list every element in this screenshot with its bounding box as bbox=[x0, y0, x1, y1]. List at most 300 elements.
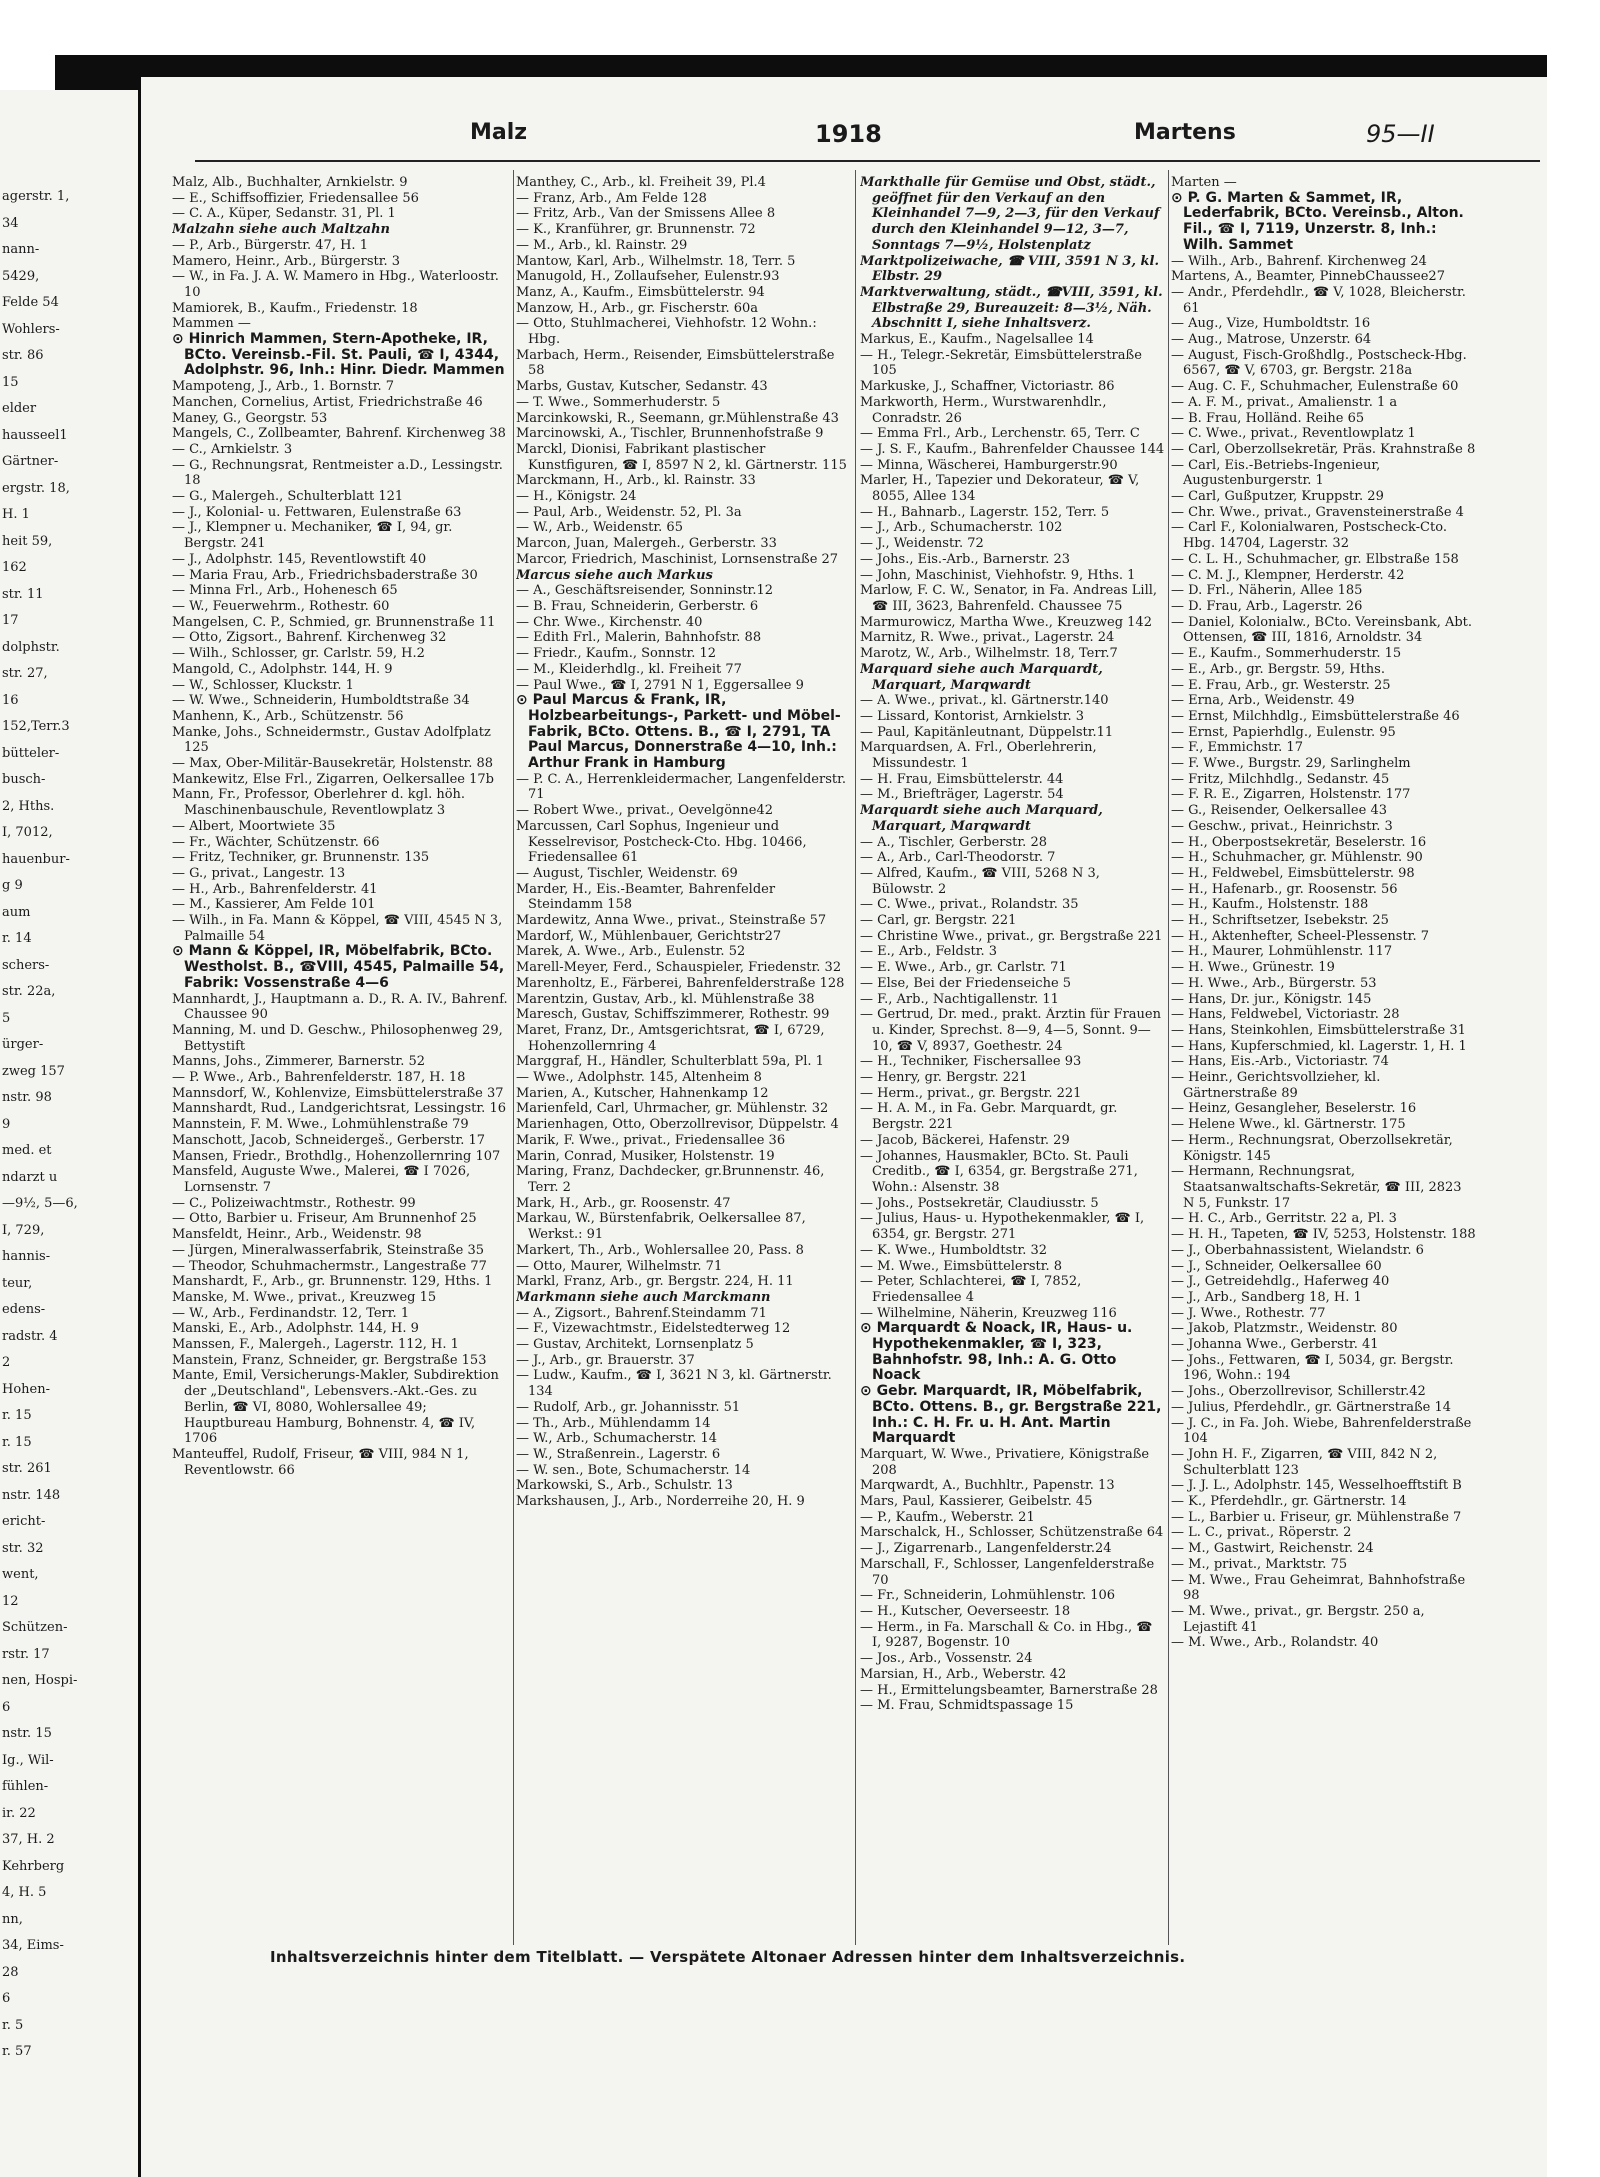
directory-entry: Marell-Meyer, Ferd., Schauspieler, Friedenstr. 32 bbox=[516, 960, 842, 976]
directory-entry: Mangold, C., Adolphstr. 144, H. 9 bbox=[172, 661, 393, 677]
directory-entry: Markmann siehe auch Marckmann bbox=[516, 1289, 771, 1305]
directory-entry: — W. sen., Bote, Schumacherstr. 14 bbox=[516, 1462, 751, 1478]
directory-entry: — Minna Frl., Arb., Hohenesch 65 bbox=[172, 583, 398, 599]
directory-entry: — F. R. E., Zigarren, Holstenstr. 177 bbox=[1171, 787, 1411, 803]
directory-entry: — Herm., privat., gr. Bergstr. 221 bbox=[860, 1085, 1082, 1101]
directory-entry: — Wilh., Schlosser, gr. Carlstr. 59, H.2 bbox=[172, 646, 425, 662]
directory-entry: — C. L. H., Schuhmacher, gr. Elbstraße 158 bbox=[1171, 551, 1459, 567]
fragment-text: heit 59, bbox=[2, 533, 53, 549]
directory-entry: — J., Arb., Schumacherstr. 102 bbox=[860, 520, 1063, 536]
directory-entry: — Chr. Wwe., Kirchenstr. 40 bbox=[516, 614, 703, 630]
directory-entry: — A. F. M., privat., Amalienstr. 1 a bbox=[1171, 394, 1398, 410]
advertisement-entry: ⊙ P. G. Marten & Sammet, IR, Lederfabrik, BCto. Vereinsb., Alton. Fil., ☎ I, 7119, Unzerstr. 8, Inh.: Wilh. Sammet bbox=[1171, 190, 1464, 253]
directory-entry: Marschall, F., Schlosser, Langenfelderstraße 70 bbox=[860, 1556, 1155, 1588]
advertisement-entry: ⊙ Marquardt & Noack, IR, Haus- u. Hypothekenmakler, ☎ I, 323, Bahnhofstr. 98, Inh.: A. G. Otto Noack bbox=[860, 1321, 1133, 1384]
directory-entry: — J. C., in Fa. Joh. Wiebe, Bahrenfelderstraße 104 bbox=[1171, 1415, 1472, 1447]
directory-entry: — Carl, Gußputzer, Kruppstr. 29 bbox=[1171, 489, 1384, 505]
directory-entry: Marder, H., Eis.-Beamter, Bahrenfelder Steindamm 158 bbox=[516, 881, 776, 913]
directory-column-4 bbox=[1171, 175, 1477, 1945]
directory-entry: — J., Getreidehdlg., Haferweg 40 bbox=[1171, 1274, 1390, 1290]
directory-entry: — August, Tischler, Weidenstr. 69 bbox=[516, 865, 738, 881]
fragment-text: busch- bbox=[2, 772, 46, 787]
header-rule bbox=[195, 160, 1540, 162]
directory-entry: — Fr., Schneiderin, Lohmühlenstr. 106 bbox=[860, 1588, 1116, 1604]
fragment-text: elder bbox=[2, 401, 37, 416]
directory-entry: — Chr. Wwe., privat., Gravensteinerstraße 4 bbox=[1171, 504, 1464, 520]
directory-entry: Marien, A., Kutscher, Hahnenkamp 12 bbox=[516, 1085, 769, 1101]
fragment-text: r. 5 bbox=[2, 2017, 24, 2033]
directory-entry: — F., Vizewachtmstr., Eidelstedterweg 12 bbox=[516, 1321, 791, 1337]
directory-entry: Marbach, Herm., Reisender, Eimsbüttelerstraße 58 bbox=[516, 347, 835, 379]
directory-column-1 bbox=[172, 175, 508, 1945]
directory-entry: Marten — bbox=[1171, 175, 1237, 190]
header-right-word: Martens bbox=[1134, 120, 1236, 145]
directory-entry: Maret, Franz, Dr., Amtsgerichtsrat, ☎ I, 6729, Hohenzollernring 4 bbox=[516, 1022, 825, 1054]
directory-entry: — Julius, Haus- u. Hypothekenmakler, ☎ I, 6354, gr. Bergstr. 271 bbox=[860, 1211, 1145, 1243]
directory-entry: — H., Techniker, Fischersallee 93 bbox=[860, 1054, 1082, 1070]
directory-entry: — Rudolf, Arb., gr. Johannisstr. 51 bbox=[516, 1399, 741, 1415]
directory-entry: Manssen, F., Malergeh., Lagerstr. 112, H. 1 bbox=[172, 1337, 459, 1353]
directory-entry: Manke, Johs., Schneidermstr., Gustav Adolfplatz 125 bbox=[172, 724, 491, 756]
directory-entry: — Hans, Eis.-Arb., Victoriastr. 74 bbox=[1171, 1054, 1389, 1070]
directory-entry: — M. Frau, Schmidtspassage 15 bbox=[860, 1698, 1074, 1714]
directory-entry: — August, Fisch-Großhdlg., Postscheck-Hbg. 6567, ☎ V, 6703, gr. Bergstr. 218a bbox=[1171, 347, 1467, 379]
directory-entry: Mansfeldt, Heinr., Arb., Weidenstr. 98 bbox=[172, 1227, 422, 1243]
directory-entry: — C., Arnkielstr. 3 bbox=[172, 441, 293, 457]
directory-entry: — Ernst, Papierhdlg., Eulenstr. 95 bbox=[1171, 724, 1396, 740]
directory-entry: — G., Reisender, Oelkersallee 43 bbox=[1171, 803, 1387, 819]
directory-entry: Marmurowicz, Martha Wwe., Kreuzweg 142 bbox=[860, 614, 1152, 630]
directory-entry: Markuske, J., Schaffner, Victoriastr. 86 bbox=[860, 379, 1115, 395]
directory-entry: — W., in Fa. J. A. W. Mamero in Hbg., Waterloostr. 10 bbox=[172, 269, 499, 300]
directory-entry: Mankewitz, Else Frl., Zigarren, Oelkersallee 17b bbox=[172, 771, 494, 787]
advertisement-entry: ⊙ Gebr. Marquardt, IR, Möbelfabrik, BCto. Ottens. B., gr. Bergstraße 221, Inh.: C. H. Fr. u. H. Ant. Martin Marquardt bbox=[860, 1384, 1162, 1447]
directory-entry: — Carl, Oberzollsekretär, Präs. Krahnstraße 8 bbox=[1171, 441, 1476, 457]
directory-entry: — Friedr., Kaufm., Sonnstr. 12 bbox=[516, 646, 717, 662]
directory-entry: — E., Schiffsoffizier, Friedensallee 56 bbox=[172, 190, 419, 206]
header-left-word: Malz bbox=[470, 120, 528, 145]
directory-entry: — P. C. A., Herrenkleidermacher, Langenfelderstr. 71 bbox=[516, 771, 847, 803]
fragment-text: str. 22a, bbox=[2, 984, 56, 999]
directory-entry: — Fritz, Techniker, gr. Brunnenstr. 135 bbox=[172, 850, 430, 866]
directory-entry: — H., Hafenarb., gr. Roosenstr. 56 bbox=[1171, 881, 1398, 897]
directory-entry: — J., Schneider, Oelkersallee 60 bbox=[1171, 1258, 1382, 1274]
directory-entry: — Johannes, Hausmakler, BCto. St. Pauli Creditb., ☎ I, 6354, gr. Bergstraße 271, Wohn.: Alsenstr. 38 bbox=[860, 1148, 1138, 1195]
directory-entry: Manski, E., Arb., Adolphstr. 144, H. 9 bbox=[172, 1321, 419, 1337]
directory-entry: — P., Kaufm., Weberstr. 21 bbox=[860, 1509, 1035, 1525]
directory-entry: — Wilhelmine, Näherin, Kreuzweg 116 bbox=[860, 1305, 1117, 1321]
fragment-text: schers- bbox=[2, 957, 50, 973]
directory-entry: Marsian, H., Arb., Weberstr. 42 bbox=[860, 1666, 1067, 1682]
directory-entry: — Jos., Arb., Vossenstr. 24 bbox=[860, 1651, 1033, 1667]
directory-entry: — Julius, Pferdehdlr., gr. Gärtnerstraße 14 bbox=[1171, 1399, 1451, 1415]
directory-entry: — H., Königstr. 24 bbox=[516, 489, 637, 505]
fragment-text: hannis- bbox=[2, 1249, 51, 1264]
directory-entry: — A., Tischler, Gerberstr. 28 bbox=[860, 834, 1047, 850]
directory-entry: — L., Barbier u. Friseur, gr. Mühlenstraße 7 bbox=[1171, 1509, 1462, 1525]
directory-entry: — W. Wwe., Schneiderin, Humboldtstraße 34 bbox=[172, 693, 470, 709]
directory-entry: — Daniel, Kolonialw., BCto. Vereinsbank, Abt. Ottensen, ☎ III, 1816, Arnoldstr. 34 bbox=[1171, 614, 1473, 646]
directory-entry: — A., Zigsort., Bahrenf.Steindamm 71 bbox=[516, 1305, 767, 1321]
directory-entry: Marquard siehe auch Marquardt, Marquart, Marqwardt bbox=[860, 661, 1103, 693]
directory-entry: — H. Wwe., Grünestr. 19 bbox=[1171, 960, 1335, 976]
fragment-text: 34 bbox=[2, 215, 19, 231]
directory-entry: — Wilh., Arb., Bahrenf. Kirchenweg 24 bbox=[1171, 253, 1427, 269]
directory-entry: — H., Maurer, Lohmühlenstr. 117 bbox=[1171, 944, 1393, 960]
directory-entry: — F., Arb., Nachtigallenstr. 11 bbox=[860, 991, 1059, 1007]
directory-entry: — H., Kaufm., Holstenstr. 188 bbox=[1171, 897, 1369, 913]
fragment-text: hausseel1 bbox=[2, 427, 68, 443]
directory-entry: — W., Schlosser, Kluckstr. 1 bbox=[172, 677, 354, 693]
advertisement-entry: ⊙ Paul Marcus & Frank, IR, Holzbearbeitungs-, Parkett- und Möbel-Fabrik, BCto. Ottens. B., ☎ I, 2791, TA Paul Marcus, Donnerstraße 4—10, Inh.: Arthur Frank in Hamburg bbox=[516, 693, 841, 772]
directory-entry: — Aug. C. F., Schuhmacher, Eulenstraße 60 bbox=[1171, 379, 1459, 395]
directory-entry: — M., Arb., kl. Rainstr. 29 bbox=[516, 237, 688, 253]
scan-border-right bbox=[1547, 55, 1600, 2177]
fragment-text: teur, bbox=[2, 1275, 33, 1291]
directory-entry: Marienhagen, Otto, Oberzollrevisor, Düppelstr. 4 bbox=[516, 1117, 839, 1133]
directory-entry: — Theodor, Schuhmachermstr., Langestraße 77 bbox=[172, 1258, 487, 1274]
directory-entry: — Carl F., Kolonialwaren, Postscheck-Cto. Hbg. 14704, Lagerstr. 32 bbox=[1171, 520, 1447, 552]
directory-entry: Mars, Paul, Kassierer, Geibelstr. 45 bbox=[860, 1494, 1093, 1510]
directory-entry: — G., Malergeh., Schulterblatt 121 bbox=[172, 489, 404, 505]
directory-entry: — C. Wwe., privat., Reventlowplatz 1 bbox=[1171, 426, 1416, 442]
directory-entry: Marschalck, H., Schlosser, Schützenstraße 64 bbox=[860, 1525, 1164, 1541]
fragment-text: nstr. 148 bbox=[2, 1487, 61, 1503]
directory-entry: Marentzin, Gustav, Arb., kl. Mühlenstraße 38 bbox=[516, 991, 815, 1007]
directory-entry: — Otto, Barbier u. Friseur, Am Brunnenhof 25 bbox=[172, 1211, 477, 1227]
fragment-text: Kehrberg bbox=[2, 1858, 65, 1874]
fragment-text: 9 bbox=[2, 1116, 11, 1132]
directory-entry: — B. Frau, Schneiderin, Gerberstr. 6 bbox=[516, 598, 759, 614]
directory-entry: — P. Wwe., Arb., Bahrenfelderstr. 187, H. 18 bbox=[172, 1070, 466, 1086]
directory-entry: Marcon, Juan, Malergeh., Gerberstr. 33 bbox=[516, 536, 777, 552]
directory-entry: — P., Arb., Bürgerstr. 47, H. 1 bbox=[172, 237, 368, 253]
directory-entry: Marik, F. Wwe., privat., Friedensallee 36 bbox=[516, 1132, 786, 1148]
directory-entry: Marktverwaltung, städt., ☎VIII, 3591, kl. Elbstraße 29, Bureauzeit: 8—3½, Näh. Abschnitt I, siehe Inhaltsverz. bbox=[860, 284, 1163, 332]
directory-entry: — E., Arb., Feldstr. 3 bbox=[860, 944, 998, 960]
directory-entry: Markert, Th., Arb., Wohlersallee 20, Pass. 8 bbox=[516, 1242, 804, 1258]
directory-entry: — C. M. J., Klempner, Herderstr. 42 bbox=[1171, 567, 1405, 583]
fragment-text: nstr. 98 bbox=[2, 1090, 52, 1105]
directory-entry: Mamero, Heinr., Arb., Bürgerstr. 3 bbox=[172, 253, 401, 269]
fragment-text: 6 bbox=[2, 1991, 11, 2006]
directory-entry: Marqwardt, A., Buchhltr., Papenstr. 13 bbox=[860, 1478, 1115, 1494]
directory-entry: — H., Aktenhefter, Scheel-Plessenstr. 7 bbox=[1171, 928, 1429, 944]
fragment-text: 34, Eims- bbox=[2, 1938, 64, 1953]
directory-entry: Marotz, W., Arb., Wilhelmstr. 18, Terr.7 bbox=[860, 646, 1118, 662]
directory-entry: Mampoteng, J., Arb., 1. Bornstr. 7 bbox=[172, 379, 395, 395]
directory-entry: — W., Arb., Weidenstr. 65 bbox=[516, 520, 683, 536]
fragment-text: nann- bbox=[2, 242, 40, 257]
fragment-text: 12 bbox=[2, 1593, 19, 1609]
directory-entry: Markshausen, J., Arb., Norderreihe 20, H. 9 bbox=[516, 1494, 805, 1510]
directory-entry: Mammen — bbox=[172, 316, 251, 332]
directory-entry: Marin, Conrad, Musiker, Holstenstr. 19 bbox=[516, 1148, 775, 1164]
directory-entry: — Franz, Arb., Am Felde 128 bbox=[516, 190, 707, 206]
directory-entry: Maney, G., Georgstr. 53 bbox=[172, 410, 328, 426]
fragment-text: str. 11 bbox=[2, 586, 44, 602]
fragment-text: str. 86 bbox=[2, 348, 44, 363]
previous-page-fragment bbox=[0, 90, 138, 2177]
directory-entry: — H., Oberpostsekretär, Beselerstr. 16 bbox=[1171, 834, 1427, 850]
fragment-text: 28 bbox=[2, 1964, 19, 1980]
directory-entry: — Johs., Oberzollrevisor, Schillerstr.42 bbox=[1171, 1384, 1426, 1400]
directory-entry: Marcinowski, A., Tischler, Brunnenhofstraße 9 bbox=[516, 426, 824, 442]
directory-entry: — Jürgen, Mineralwasserfabrik, Steinstraße 35 bbox=[172, 1242, 485, 1258]
directory-entry: Marckmann, H., Arb., kl. Rainstr. 33 bbox=[516, 473, 756, 489]
directory-entry: Mantow, Karl, Arb., Wilhelmstr. 18, Terr. 5 bbox=[516, 253, 796, 269]
directory-entry: Manstein, Franz, Schneider, gr. Bergstraße 153 bbox=[172, 1352, 487, 1368]
directory-entry: Marlow, F. C. W., Senator, in Fa. Andreas Lill, ☎ III, 3623, Bahrenfeld. Chaussee 75 bbox=[860, 583, 1158, 614]
directory-entry: Markl, Franz, Arb., gr. Bergstr. 224, H. 11 bbox=[516, 1274, 794, 1290]
directory-entry: — Hans, Kupferschmied, kl. Lagerstr. 1, H. 1 bbox=[1171, 1038, 1467, 1054]
directory-entry: Mangelsen, C. P., Schmied, gr. Brunnenstraße 11 bbox=[172, 614, 496, 630]
fragment-text: Schützen- bbox=[2, 1620, 68, 1635]
directory-entry: — W., Straßenrein., Lagerstr. 6 bbox=[516, 1446, 721, 1462]
fragment-text: str. 27, bbox=[2, 666, 48, 681]
directory-entry: — C. Wwe., privat., Rolandstr. 35 bbox=[860, 897, 1079, 913]
fragment-text: bütteler- bbox=[2, 745, 60, 761]
directory-entry: Mannstein, F. M. Wwe., Lohmühlenstraße 79 bbox=[172, 1117, 469, 1133]
directory-entry: Marggraf, H., Händler, Schulterblatt 59a, Pl. 1 bbox=[516, 1054, 824, 1070]
directory-entry: — Fritz, Milchhdlg., Sedanstr. 45 bbox=[1171, 771, 1390, 787]
directory-entry: Marcor, Friedrich, Maschinist, Lornsenstraße 27 bbox=[516, 551, 839, 567]
directory-entry: Manzow, H., Arb., gr. Fischerstr. 60a bbox=[516, 300, 759, 316]
directory-entry: — Ludw., Kaufm., ☎ I, 3621 N 3, kl. Gärtnerstr. 134 bbox=[516, 1368, 832, 1400]
directory-entry: — Jacob, Bäckerei, Hafenstr. 29 bbox=[860, 1132, 1070, 1148]
directory-entry: — Th., Arb., Mühlendamm 14 bbox=[516, 1415, 711, 1431]
directory-entry: Markau, W., Bürstenfabrik, Oelkersallee 87, Werkst.: 91 bbox=[516, 1211, 806, 1243]
directory-entry: — Johs., Fettwaren, ☎ I, 5034, gr. Bergstr. 196, Wohn.: 194 bbox=[1171, 1352, 1454, 1384]
fragment-text: r. 15 bbox=[2, 1408, 32, 1423]
directory-entry: — H. A. M., in Fa. Gebr. Marquardt, gr. Bergstr. 221 bbox=[860, 1101, 1118, 1133]
directory-entry: — J., Kolonial- u. Fettwaren, Eulenstraße 63 bbox=[172, 504, 462, 520]
directory-entry: — E. Wwe., Arb., gr. Carlstr. 71 bbox=[860, 960, 1067, 976]
directory-entry: — M., privat., Marktstr. 75 bbox=[1171, 1556, 1348, 1572]
directory-entry: — K., Kranführer, gr. Brunnenstr. 72 bbox=[516, 222, 756, 238]
directory-entry: Markus, E., Kaufm., Nagelsallee 14 bbox=[860, 332, 1094, 348]
fragment-text: agerstr. 1, bbox=[2, 189, 70, 204]
fragment-text: nn, bbox=[2, 1911, 23, 1927]
directory-entry: — D. Frau, Arb., Lagerstr. 26 bbox=[1171, 598, 1363, 614]
directory-entry: — Heinz, Gesangleher, Beselerstr. 16 bbox=[1171, 1101, 1417, 1117]
fragment-text: ir. 22 bbox=[2, 1805, 36, 1821]
directory-column-2 bbox=[516, 175, 852, 1945]
directory-entry: — Andr., Pferdehdlr., ☎ V, 1028, Bleicherstr. 61 bbox=[1171, 284, 1466, 316]
fragment-text: radstr. 4 bbox=[2, 1328, 58, 1344]
footer-note: Inhaltsverzeichnis hinter dem Titelblatt. — Verspätete Altonaer Adressen hinter dem Inhaltsverzeichnis. bbox=[270, 1948, 1186, 1966]
directory-entry: — Aug., Matrose, Unzerstr. 64 bbox=[1171, 332, 1372, 348]
directory-entry: Manteuffel, Rudolf, Friseur, ☎ VIII, 984 N 1, Reventlowstr. 66 bbox=[172, 1446, 469, 1478]
directory-entry: — C., Polizeiwachtmstr., Rothestr. 99 bbox=[172, 1195, 416, 1211]
directory-entry: Mardorf, W., Mühlenbauer, Gerichtstr27 bbox=[516, 928, 782, 944]
directory-entry: — M. Wwe., Arb., Rolandstr. 40 bbox=[1171, 1635, 1379, 1651]
fragment-text: 5 bbox=[2, 1010, 11, 1026]
directory-entry: Marckl, Dionisi, Fabrikant plastischer Kunstfiguren, ☎ I, 8597 N 2, kl. Gärtnerstr. 115 bbox=[516, 441, 847, 473]
directory-entry: — H., Bahnarb., Lagerstr. 152, Terr. 5 bbox=[860, 504, 1110, 520]
fragment-text: —9½, 5—6, bbox=[2, 1196, 78, 1211]
fragment-text: 152,Terr.3 bbox=[2, 719, 70, 734]
directory-entry: — E. Frau, Arb., gr. Westerstr. 25 bbox=[1171, 677, 1391, 693]
directory-entry: — A., Geschäftsreisender, Sonninstr.12 bbox=[516, 583, 774, 599]
fragment-text: hauenbur- bbox=[2, 851, 70, 867]
directory-entry: — H., Ermittelungsbeamter, Barnerstraße 28 bbox=[860, 1682, 1158, 1698]
directory-entry: — Carl, Eis.-Betriebs-Ingenieur, Augustenburgerstr. 1 bbox=[1171, 457, 1381, 489]
directory-entry: — E., Kaufm., Sommerhuderstr. 15 bbox=[1171, 646, 1402, 662]
directory-entry: Manshardt, F., Arb., gr. Brunnenstr. 129, Hths. 1 bbox=[172, 1274, 493, 1290]
directory-entry: — J., Arb., Sandberg 18, H. 1 bbox=[1171, 1289, 1362, 1305]
directory-entry: Marquardt siehe auch Marquard, Marquart, Marqwardt bbox=[860, 803, 1103, 834]
directory-entry: — Else, Bei der Friedenseiche 5 bbox=[860, 975, 1072, 991]
fragment-text: med. et bbox=[2, 1143, 52, 1158]
fragment-text: r. 57 bbox=[2, 2044, 32, 2059]
directory-entry: — E., Arb., gr. Bergstr. 59, Hths. bbox=[1171, 661, 1385, 677]
directory-entry: Manschott, Jacob, Schneidergeš., Gerberstr. 17 bbox=[172, 1132, 486, 1148]
directory-entry: Markworth, Herm., Wurstwarenhdlr., Conradstr. 26 bbox=[860, 394, 1107, 426]
directory-entry: Marcus siehe auch Markus bbox=[516, 567, 713, 583]
directory-entry: — John, Maschinist, Viehhofstr. 9, Hths. 1 bbox=[860, 567, 1136, 583]
directory-entry: — J., Arb., gr. Brauerstr. 37 bbox=[516, 1352, 695, 1368]
fragment-text: ericht- bbox=[2, 1514, 46, 1529]
fragment-text: nstr. 15 bbox=[2, 1726, 52, 1741]
directory-entry: — C. A., Küper, Sedanstr. 31, Pl. 1 bbox=[172, 206, 396, 222]
directory-entry: — Gertrud, Dr. med., prakt. Ärztin für Frauen u. Kinder, Sprechst. 8—9, 4—5, Sonnt. 9—10, ☎ V, 8937, Goethestr. 24 bbox=[860, 1007, 1161, 1054]
directory-entry: Mannshardt, Rud., Landgerichtsrat, Lessingstr. 16 bbox=[172, 1101, 506, 1117]
fragment-text: zweg 157 bbox=[2, 1063, 65, 1079]
fragment-text: ergstr. 18, bbox=[2, 480, 70, 496]
directory-entry: — Alfred, Kaufm., ☎ VIII, 5268 N 3, Bülowstr. 2 bbox=[860, 865, 1100, 897]
directory-entry: — Max, Ober-Militär-Bausekretär, Holstenstr. 88 bbox=[172, 756, 494, 772]
directory-entry: Marienfeld, Carl, Uhrmacher, gr. Mühlenstr. 32 bbox=[516, 1101, 829, 1117]
directory-entry: — M., Kassierer, Am Felde 101 bbox=[172, 897, 376, 913]
directory-entry: Markthalle für Gemüse und Obst, städt., geöffnet für den Verkauf an den Kleinhandel 7—9, 2—3, für den Verkauf durch den Kleinhandel 9—12, 3—7, Sonntags 7—9½, Holstenplatz bbox=[860, 175, 1160, 253]
directory-entry: Mansfeld, Auguste Wwe., Malerei, ☎ I 7026, Lornsenstr. 7 bbox=[172, 1164, 471, 1195]
fragment-text: 162 bbox=[2, 560, 27, 575]
directory-entry: — Johs., Eis.-Arb., Barnerstr. 23 bbox=[860, 551, 1071, 567]
directory-entry: — Hans, Feldwebel, Victoriastr. 28 bbox=[1171, 1007, 1400, 1023]
column-divider bbox=[855, 170, 856, 1945]
fragment-text: rstr. 17 bbox=[2, 1646, 50, 1662]
directory-entry: — F. Wwe., Burgstr. 29, Sarlinghelm bbox=[1171, 756, 1411, 772]
directory-entry: — Fr., Wächter, Schützenstr. 66 bbox=[172, 834, 380, 850]
directory-entry: — G., Rechnungsrat, Rentmeister a.D., Lessingstr. 18 bbox=[172, 457, 503, 489]
directory-entry: Mardewitz, Anna Wwe., privat., Steinstraße 57 bbox=[516, 913, 827, 929]
directory-entry: — Gustav, Architekt, Lornsenplatz 5 bbox=[516, 1337, 754, 1353]
header-year: 1918 bbox=[815, 120, 882, 148]
directory-entry: — B. Frau, Holländ. Reihe 65 bbox=[1171, 410, 1365, 426]
directory-entry: — H., Arb., Bahrenfelderstr. 41 bbox=[172, 881, 378, 897]
directory-entry: Manugold, H., Zollaufseher, Eulenstr.93 bbox=[516, 269, 780, 285]
fragment-text: 5429, bbox=[2, 268, 40, 284]
directory-entry: — Aug., Vize, Humboldtstr. 16 bbox=[1171, 316, 1371, 332]
directory-entry: — Edith Frl., Malerin, Bahnhofstr. 88 bbox=[516, 630, 762, 646]
fragment-text: Felde 54 bbox=[2, 295, 59, 310]
directory-entry: — M. Wwe., Frau Geheimrat, Bahnhofstraße 98 bbox=[1171, 1572, 1466, 1604]
directory-entry: — Herm., in Fa. Marschall & Co. in Hbg., ☎ I, 9287, Bogenstr. 10 bbox=[860, 1619, 1153, 1651]
directory-entry: — Erna, Arb., Weidenstr. 49 bbox=[1171, 693, 1355, 709]
directory-entry: Marcussen, Carl Sophus, Ingenieur und Kesselrevisor, Postcheck-Cto. Hbg. 10466, Friedensallee 61 bbox=[516, 818, 807, 866]
directory-entry: Martens, A., Beamter, PinnebChaussee27 bbox=[1171, 269, 1445, 285]
fragment-text: r. 15 bbox=[2, 1434, 32, 1450]
directory-entry: — G., privat., Langestr. 13 bbox=[172, 865, 346, 881]
directory-entry: — Hans, Steinkohlen, Eimsbüttelerstraße 31 bbox=[1171, 1022, 1466, 1038]
directory-entry: — Hermann, Rechnungsrat, Staatsanwaltschafts-Sekretär, ☎ III, 2823 N 5, Funkstr. 17 bbox=[1171, 1164, 1462, 1211]
directory-entry: — K. Wwe., Humboldtstr. 32 bbox=[860, 1242, 1048, 1258]
fragment-text: fühlen- bbox=[2, 1779, 49, 1794]
directory-entry: — Herm., Rechnungsrat, Oberzollsekretär, Königstr. 145 bbox=[1171, 1132, 1453, 1164]
directory-entry: — H., Schriftsetzer, Isebekstr. 25 bbox=[1171, 913, 1389, 929]
directory-entry: — Johs., Postsekretär, Claudiusstr. 5 bbox=[860, 1195, 1099, 1211]
directory-entry: — Minna, Wäscherei, Hamburgerstr.90 bbox=[860, 457, 1118, 473]
directory-entry: — W., Feuerwehrm., Rothestr. 60 bbox=[172, 598, 390, 614]
directory-entry: — J. J. L., Adolphstr. 145, Wesselhoefftstift B bbox=[1171, 1478, 1462, 1494]
fragment-text: edens- bbox=[2, 1302, 46, 1317]
directory-entry: Manske, M. Wwe., privat., Kreuzweg 15 bbox=[172, 1289, 437, 1305]
directory-entry: Marbs, Gustav, Kutscher, Sedanstr. 43 bbox=[516, 379, 768, 395]
directory-entry: — J., Oberbahnassistent, Wielandstr. 6 bbox=[1171, 1242, 1424, 1258]
directory-entry: — Wwe., Adolphstr. 145, Altenheim 8 bbox=[516, 1070, 762, 1086]
fragment-text: str. 261 bbox=[2, 1461, 52, 1476]
directory-entry: — H., Feldwebel, Eimsbüttelerstr. 98 bbox=[1171, 865, 1415, 881]
directory-entry: Marek, A. Wwe., Arb., Eulenstr. 52 bbox=[516, 944, 746, 960]
directory-entry: — H. Wwe., Arb., Bürgerstr. 53 bbox=[1171, 975, 1377, 991]
directory-entry: — Paul, Kapitänleutnant, Düppelstr.11 bbox=[860, 724, 1114, 740]
directory-entry: — F., Emmichstr. 17 bbox=[1171, 740, 1303, 756]
directory-entry: — J., Weidenstr. 72 bbox=[860, 536, 984, 552]
fragment-text: 16 bbox=[2, 692, 19, 708]
directory-entry: Marcinkowski, R., Seemann, gr.Mühlenstraße 43 bbox=[516, 410, 839, 426]
directory-entry: — H., Kutscher, Oeverseestr. 18 bbox=[860, 1603, 1071, 1619]
directory-entry: — Otto, Zigsort., Bahrenf. Kirchenweg 32 bbox=[172, 630, 447, 646]
directory-entry: Markowski, S., Arb., Schulstr. 13 bbox=[516, 1478, 733, 1494]
fragment-text: ndarzt u bbox=[2, 1169, 58, 1185]
fragment-text: Wohlers- bbox=[2, 321, 60, 337]
directory-entry: — H. C., Arb., Gerritstr. 22 a, Pl. 3 bbox=[1171, 1211, 1397, 1227]
fragment-text: dolphstr. bbox=[2, 639, 60, 655]
directory-entry: — H., Telegr.-Sekretär, Eimsbüttelerstraße 105 bbox=[860, 347, 1142, 379]
directory-entry: Manthey, C., Arb., kl. Freiheit 39, Pl.4 bbox=[516, 175, 766, 190]
fragment-text: aum bbox=[2, 904, 31, 920]
directory-entry: Marktpolizeiwache, ☎ VIII, 3591 N 3, kl. Elbstr. 29 bbox=[860, 253, 1159, 285]
directory-entry: — J. S. F., Kaufm., Bahrenfelder Chaussee 144 bbox=[860, 441, 1165, 457]
directory-entry: — Fritz, Arb., Van der Smissens Allee 8 bbox=[516, 206, 776, 222]
directory-entry: — Jakob, Platzmstr., Weidenstr. 80 bbox=[1171, 1321, 1398, 1337]
directory-entry: Mante, Emil, Versicherungs-Makler, Subdirektion der „Deutschland", Lebensvers.-Akt.-Ges. zu Berlin, ☎ VI, 8080, Wohlersallee 49; Hauptbureau Hamburg, Bohnenstr. 4, ☎ IV, 1706 bbox=[172, 1368, 499, 1447]
directory-entry: — Geschw., privat., Heinrichstr. 3 bbox=[1171, 818, 1393, 834]
directory-column-3 bbox=[860, 175, 1165, 1945]
fragment-text: 15 bbox=[2, 374, 19, 390]
directory-entry: Manns, Johs., Zimmerer, Barnerstr. 52 bbox=[172, 1054, 426, 1070]
directory-entry: — Paul Wwe., ☎ I, 2791 N 1, Eggersallee 9 bbox=[516, 677, 804, 693]
directory-entry: — Robert Wwe., privat., Oevelgönne42 bbox=[516, 803, 773, 819]
fragment-text: 2 bbox=[2, 1355, 11, 1370]
directory-entry: — J., Adolphstr. 145, Reventlowstift 40 bbox=[172, 551, 427, 567]
directory-entry: Marler, H., Tapezier und Dekorateur, ☎ V, 8055, Allee 134 bbox=[860, 473, 1140, 505]
directory-entry: Mannhardt, J., Hauptmann a. D., R. A. IV., Bahrenf. Chaussee 90 bbox=[172, 991, 508, 1023]
directory-entry: Malz, Alb., Buchhalter, Arnkielstr. 9 bbox=[172, 175, 408, 190]
directory-entry: — Ernst, Milchhdlg., Eimsbüttelerstraße 46 bbox=[1171, 708, 1460, 724]
directory-entry: — H. Frau, Eimsbüttelerstr. 44 bbox=[860, 771, 1064, 787]
directory-entry: Malzahn siehe auch Maltzahn bbox=[172, 222, 390, 238]
directory-entry: — W., Arb., Schumacherstr. 14 bbox=[516, 1431, 717, 1447]
directory-entry: — Emma Frl., Arb., Lerchenstr. 65, Terr. C bbox=[860, 426, 1140, 442]
directory-entry: — Hans, Dr. jur., Königstr. 145 bbox=[1171, 991, 1372, 1007]
directory-entry: Mannsdorf, W., Kohlenvize, Eimsbüttelerstraße 37 bbox=[172, 1085, 504, 1101]
directory-entry: — M., Gastwirt, Reichenstr. 24 bbox=[1171, 1541, 1374, 1557]
scan-border-top bbox=[55, 55, 1547, 77]
fragment-text: went, bbox=[2, 1567, 39, 1582]
advertisement-entry: ⊙ Mann & Köppel, IR, Möbelfabrik, BCto. Westholst. B., ☎VIII, 4545, Palmaille 54, Fabrik: Vossenstraße 4—6 bbox=[172, 944, 505, 991]
